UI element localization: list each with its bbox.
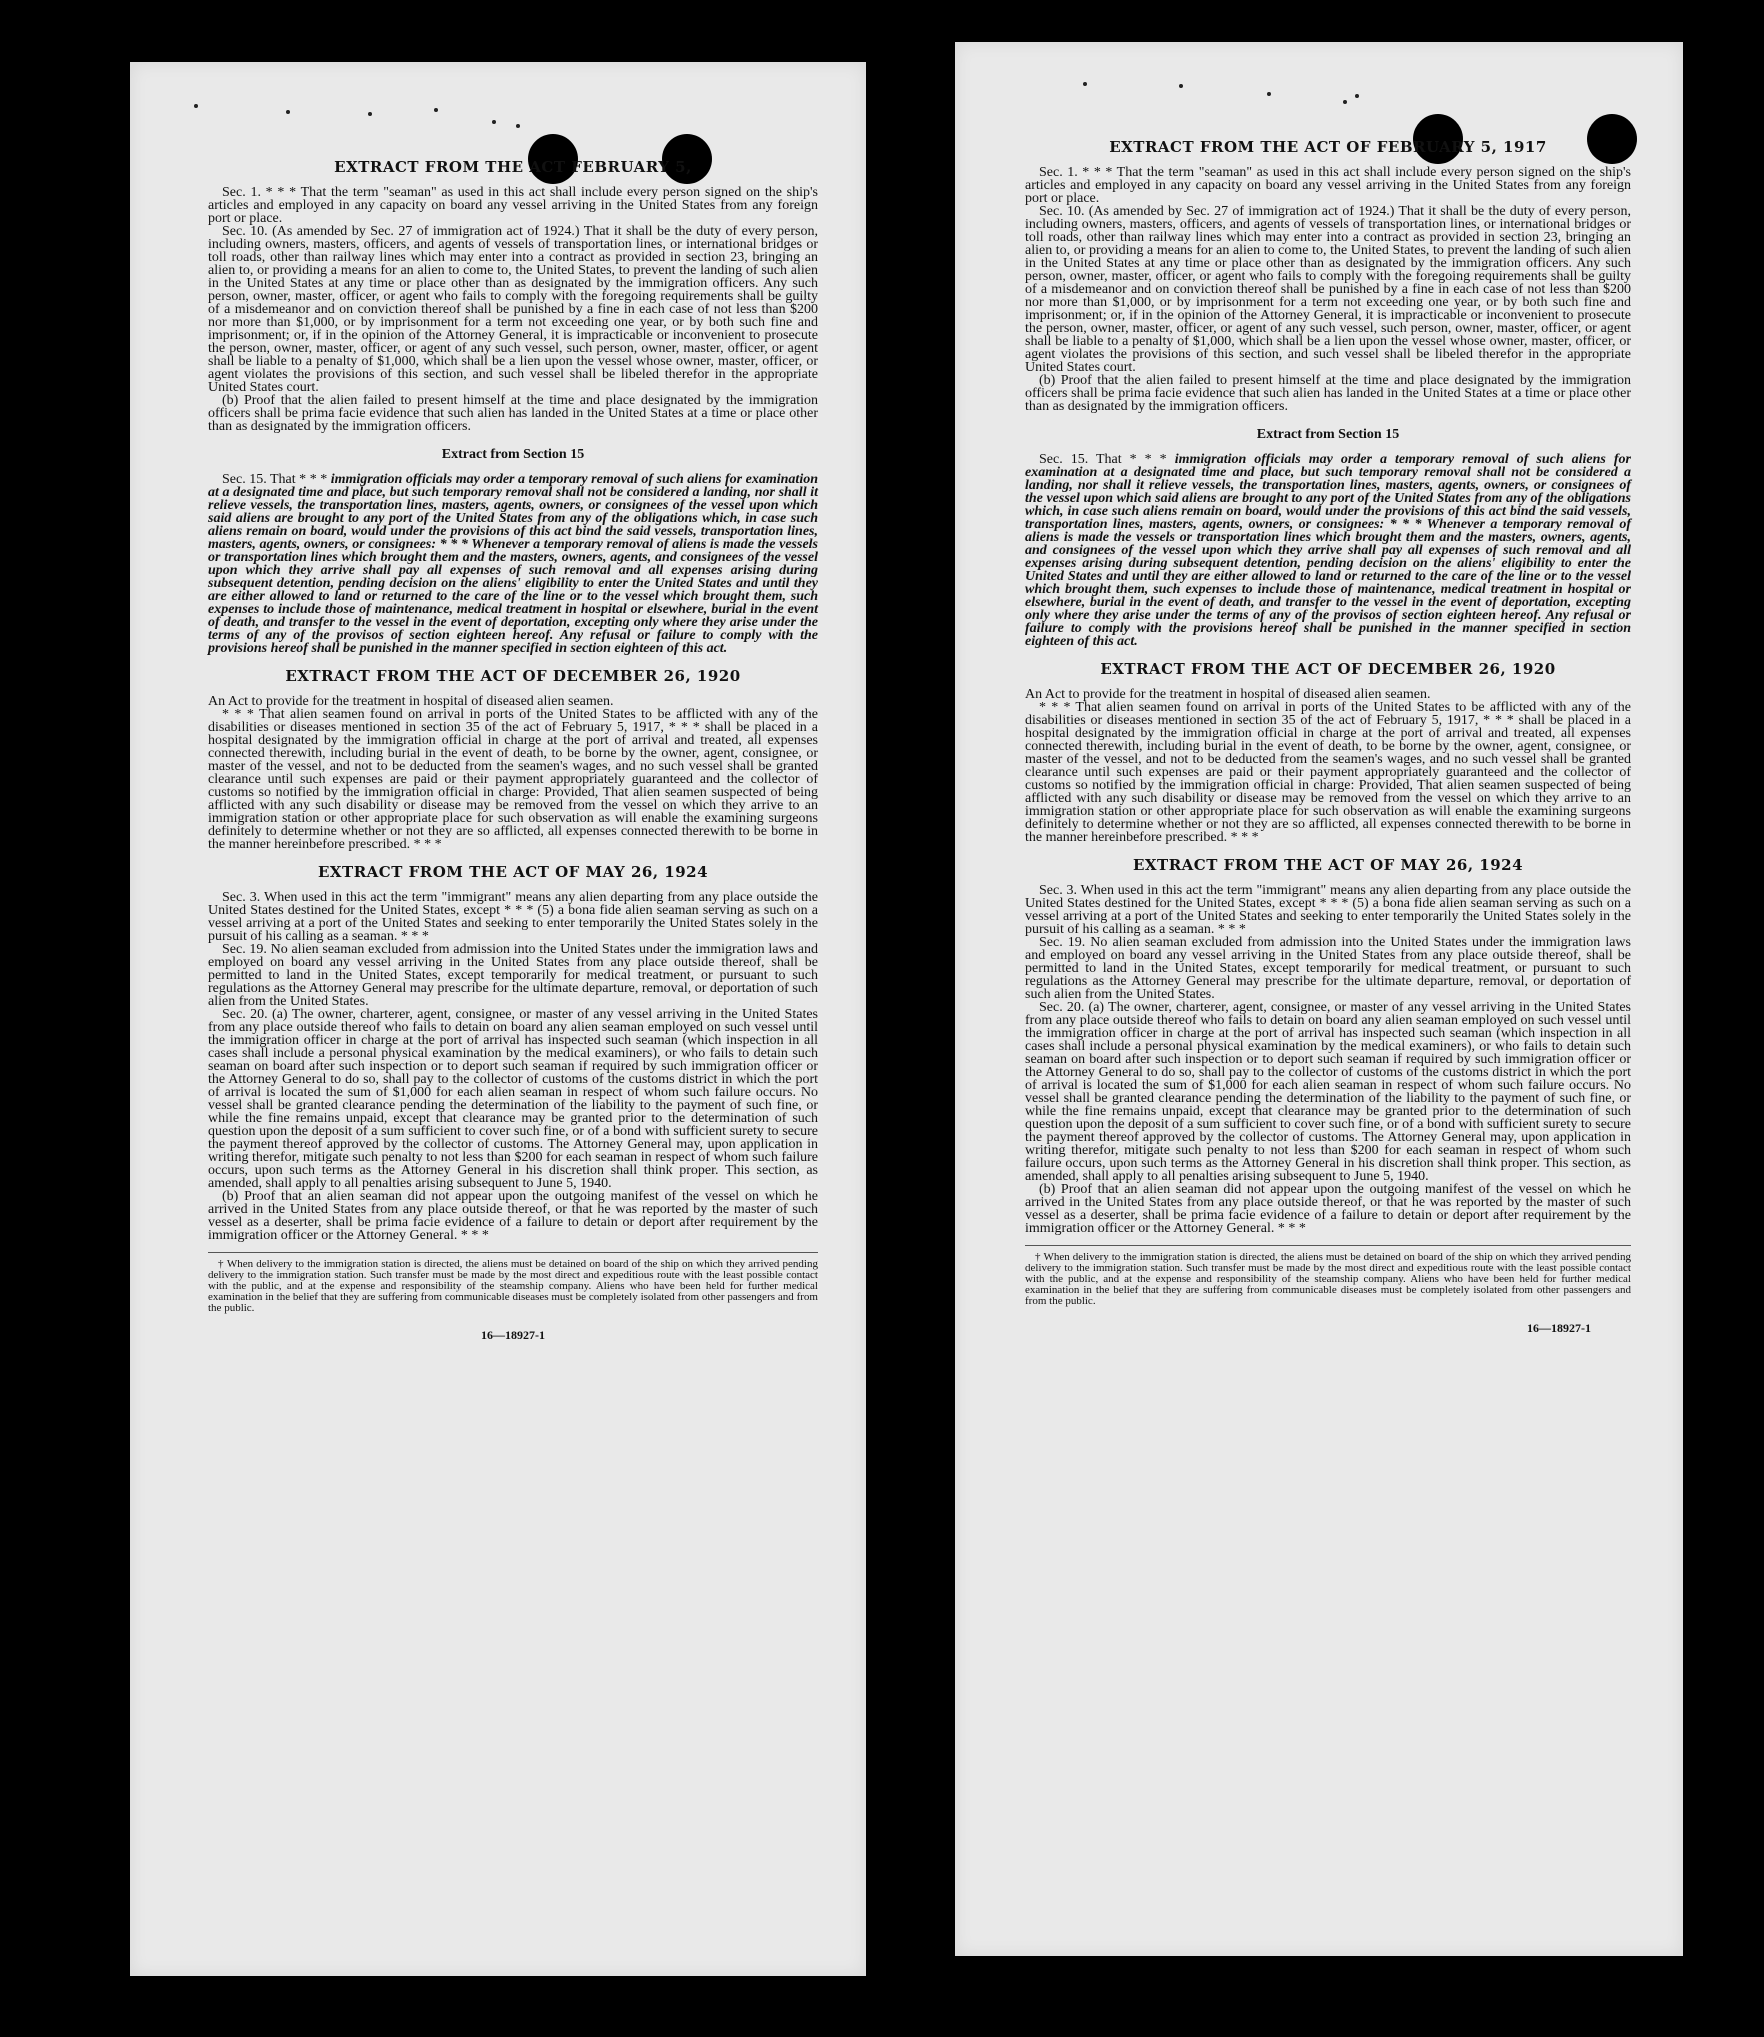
section-10-text: Sec. 10. (As amended by Sec. 27 of immigration act of 1924.) That it shall be the duty of every person, including owners, masters, officers, and agents of vessels of transportation lines, or international bridges or toll roads, other than railway lines which may enter into a contract as provided in section 23, bringing an alien to, or providing a means for an alien to come to, the United States, to prevent the landing of such alien in the United States at any time or place other than as designated by the immigration officers. Any such person, owner, master, officer, or agent who fails to comply with the foregoing requirements shall be guilty of a misdemeanor and on conviction thereof shall be punished by a fine in each case of not less than $200 nor more than $1,000, or by imprisonment for a term not exceeding one year, or by both such fine and imprisonment; or, if in the opinion of the Attorney General, it is impracticable or inconvenient to prosecute the person, owner, master, officer, or agent of any such vessel, such person, owner, master, officer, or agent shall be liable to a penalty of $1,000, which shall be a lien upon the vessel whose owner, master, officer, or agent violates the provisions of this section, and such vessel shall be libeled therefor in the appropriate United States court. — [1025, 204, 1631, 375]
heading-section-15: Extract from Section 15 — [441, 447, 585, 462]
heading-act-1924: EXTRACT FROM THE ACT OF MAY 26, 1924 — [1132, 856, 1524, 874]
section-10b-text: (b) Proof that the alien failed to present himself at the time and place designated by the immigration officers shall be prima facie evidence that such alien has landed in the United States at a time or place other than as designated by the immigration officers. — [1025, 373, 1631, 414]
heading-act-1924: EXTRACT FROM THE ACT OF MAY 26, 1924 — [317, 863, 709, 881]
footnote: † When delivery to the immigration station is directed, the aliens must be detained on board of the ship on which they arrived pending delivery to the immigration station. Such transfer must be made by the most direct and expeditious route with the least possible contact with the public, and at the expense and responsibility of the steamship company. Aliens who have been held for further medical examination in the belief that they are suffering from communicable diseases must be completely isolated from other passengers and from the public. — [208, 1258, 818, 1314]
section-20b-text: (b) Proof that an alien seaman did not appear upon the outgoing manifest of the vessel on which he arrived in the United States from any place outside thereof, or that he was reported by the master of such vessel as a deserter, shall be prima facie evidence of a failure to detain or deport after requirement by the immigration officer or the Attorney General. * * * — [1025, 1182, 1631, 1236]
heading-section-15: Extract from Section 15 — [1256, 427, 1400, 442]
document-page-right — [955, 42, 1683, 1956]
act-1920-text: * * * That alien seamen found on arrival in ports of the United States to be afflicted with any of the disabilities or diseases mentioned in section 35 of the act of February 5, 1917, * * * shall be placed in a hospital designated by the immigration official in charge at the port of arrival and treated, all expenses connected therewith, including burial in the event of death, to be borne by the owner, agent, consignee, or master of the vessel, and not to be deducted from the seamen's wages, and no such vessel shall be granted clearance until such expenses are paid or their payment appropriately guaranteed and the collector of customs so notified by the immigration official in charge: Provided, That alien seamen suspected of being afflicted with any such disability or disease may be removed from the vessel on which they arrive to an immigration station or other appropriate place for such observation as will enable the examining surgeons definitely to determine whether or not they are so afflicted, all expenses connected therewith to be borne in the manner hereinbefore prescribed. * * * — [1025, 700, 1631, 845]
section-20a-text: Sec. 20. (a) The owner, charterer, agent, consignee, or master of any vessel arriving in the United States from any place outside thereof who fails to detain on board any alien seaman employed on such vessel until the immigration officer in charge at the port of arrival has inspected such seaman (which inspection in all cases shall include a personal physical examination by the medical examiners), or who fails to detain such seaman on board after such inspection or to deport such seaman if required by such immigration officer or the Attorney General to do so, shall pay to the collector of customs of the customs district in which the port of arrival is located the sum of $1,000 for each alien seaman in respect of whom such failure occurs. No vessel shall be granted clearance pending the determination of the liability to the payment of such fine, or while the fine remains unpaid, except that clearance may be granted prior to the determination of such question upon the deposit of a sum sufficient to cover such fine, or of a bond with sufficient surety to secure the payment thereof approved by the collector of customs. The Attorney General may, upon application in writing therefor, mitigate such penalty to not less than $200 for each seaman in respect of whom such failure occurs, upon such terms as the Attorney General in his discretion shall think proper. This section, as amended, shall apply to all penalties arising subsequent to June 5, 1940. — [1025, 1000, 1631, 1184]
footnote-divider — [1025, 1245, 1631, 1246]
heading-act-1917: EXTRACT FROM THE ACT OF FEBRUARY 5, 1917 — [1109, 138, 1547, 156]
section-15-text: immigration officials may order a temporary removal of such aliens for examination at a designated time and place, but such temporary removal shall not be considered a landing, nor shall it relieve vessels, the transportation lines, masters, agents, owners, or consignees of the vessel upon which said aliens are brought to any port of the United States from any of the obligations which, in case such aliens remain on board, would under the provisions of this act bind the said vessels, transportation lines, masters, agents, owners, or consignees: * * * Whenever a temporary removal of aliens is made the vessels or transportation lines which brought them and the masters, owners, agents, and consignees of the vessel upon which they arrive shall pay all expenses of such removal and all expenses arising during subsequent detention, pending decision on the aliens' eligibility to enter the United States and until they are either allowed to land or returned to the care of the line or to the vessel which brought them, such expenses to include those of maintenance, medical treatment in hospital or elsewhere, burial in the event of death, and transfer to the vessel in the event of deportation, excepting only where they arise under the terms of any of the provisos of section eighteen hereof. Any refusal or failure to comply with the provisions hereof shall be punished in the manner specified in section eighteen of this act. — [208, 472, 818, 656]
section-20a-text: Sec. 20. (a) The owner, charterer, agent, consignee, or master of any vessel arriving in the United States from any place outside thereof who fails to detain on board any alien seaman employed on such vessel until the immigration officer in charge at the port of arrival has inspected such seaman (which inspection in all cases shall include a personal physical examination by the medical examiners), or who fails to detain such seaman on board after such inspection or to deport such seaman if required by such immigration officer or the Attorney General to do so, shall pay to the collector of customs of the customs district in which the port of arrival is located the sum of $1,000 for each alien seaman in respect of whom such failure occurs. No vessel shall be granted clearance pending the determination of the liability to the payment of such fine, or while the fine remains unpaid, except that clearance may be granted prior to the determination of such question upon the deposit of a sum sufficient to cover such fine, or of a bond with sufficient surety to secure the payment thereof approved by the collector of customs. The Attorney General may, upon application in writing therefor, mitigate such penalty to not less than $200 for each seaman in respect of whom such failure occurs, upon such terms as the Attorney General in his discretion shall think proper. This section, as amended, shall apply to all penalties arising subsequent to June 5, 1940. — [208, 1007, 818, 1191]
section-15-text: immigration officials may order a temporary removal of such aliens for examination at a designated time and place, but such temporary removal shall not be considered a landing, nor shall it relieve vessels, the transportation lines, masters, agents, owners, or consignees of the vessel upon which said aliens are brought to any port of the United States from any of the obligations which, in case such aliens remain on board, would under the provisions of this act bind the said vessels, transportation lines, masters, agents, owners, or consignees: * * * Whenever a temporary removal of aliens is made the vessels or transportation lines which brought them and the masters, owners, agents, and consignees of the vessel upon which they arrive shall pay all expenses of such removal and all expenses arising during subsequent detention, pending decision on the aliens' eligibility to enter the United States and until they are either allowed to land or returned to the care of the line or to the vessel which brought them, such expenses to include those of maintenance, medical treatment in hospital or elsewhere, burial in the event of death, and transfer to the vessel in the event of deportation, excepting only where they arise under the terms of any of the provisos of section eighteen hereof. Any refusal or failure to comply with the provisions hereof shall be punished in the manner specified in section eighteen of this act. — [1025, 452, 1632, 649]
footnote: † When delivery to the immigration station is directed, the aliens must be detained on board of the ship on which they arrived pending delivery to the immigration station. Such transfer must be made by the most direct and expeditious route with the least possible contact with the public, and at the expense and responsibility of the steamship company. Aliens who have been held for further medical examination in the belief that they are suffering from communicable diseases must be completely isolated from other passengers and from the public. — [1025, 1251, 1631, 1307]
form-code: 16—18927-1 — [481, 1328, 545, 1342]
footnote-divider — [208, 1252, 818, 1253]
act-1920-text: * * * That alien seamen found on arrival in ports of the United States to be afflicted with any of the disabilities or diseases mentioned in section 35 of the act of February 5, 1917, * * * shall be placed in a hospital designated by the immigration official in charge at the port of arrival and treated, all expenses connected therewith, including burial in the event of death, to be borne by the owner, agent, consignee, or master of the vessel, and not to be deducted from the seamen's wages, and no such vessel shall be granted clearance until such expenses are paid or their payment appropriately guaranteed and the collector of customs so notified by the immigration official in charge: Provided, That alien seamen suspected of being afflicted with any such disability or disease may be removed from the vessel on which they arrive to an immigration station or other appropriate place for such observation as will enable the examining surgeons definitely to determine whether or not they are so afflicted, all expenses connected therewith to be borne in the manner hereinbefore prescribed. * * * — [208, 707, 818, 852]
section-3-text: Sec. 3. When used in this act the term "immigrant" means any alien departing from any place outside the United States destined for the United States, except * * * (5) a bona fide alien seaman serving as such on a vessel arriving at a port of the United States and seeking to enter temporarily the United States solely in the pursuit of his calling as a seaman. * * * — [1025, 883, 1631, 937]
section-1-text: Sec. 1. * * * That the term "seaman" as used in this act shall include every person signed on the ship's articles and employed in any capacity on board any vessel arriving in the United States from any foreign port or place. — [208, 185, 818, 226]
section-15-lead: Sec. 15. That * * * — [1039, 452, 1167, 467]
heading-act-1920: EXTRACT FROM THE ACT OF DECEMBER 26, 1920 — [285, 667, 741, 685]
heading-act-1917: EXTRACT FROM THE ACT FEBRUARY 5, — [334, 158, 692, 176]
section-10b-text: (b) Proof that the alien failed to present himself at the time and place designated by the immigration officers shall be prima facie evidence that such alien has landed in the United States at a time or place other than as designated by the immigration officers. — [208, 393, 818, 434]
section-19-text: Sec. 19. No alien seaman excluded from admission into the United States under the immigration laws and employed on board any vessel arriving in the United States from any place outside thereof, shall be permitted to land in the United States, except temporarily for medical treatment, or pursuant to such regulations as the Attorney General may prescribe for the ultimate departure, removal, or deportation of such alien from the United States. — [1025, 935, 1631, 1002]
section-15-lead: Sec. 15. That * * * — [222, 472, 328, 487]
section-20b-text: (b) Proof that an alien seaman did not appear upon the outgoing manifest of the vessel on which he arrived in the United States from any place outside thereof, or that he was reported by the master of such vessel as a deserter, shall be prima facie evidence of a failure to detain or deport after requirement by the immigration officer or the Attorney General. * * * — [208, 1189, 818, 1243]
form-code: 16—18927-1 — [1527, 1321, 1591, 1335]
section-3-text: Sec. 3. When used in this act the term "immigrant" means any alien departing from any place outside the United States destined for the United States, except * * * (5) a bona fide alien seaman serving as such on a vessel arriving at a port of the United States and seeking to enter temporarily the United States solely in the pursuit of his calling as a seaman. * * * — [208, 890, 818, 944]
act-1920-title: An Act to provide for the treatment in hospital of diseased alien seamen. — [208, 694, 614, 709]
heading-act-1920: EXTRACT FROM THE ACT OF DECEMBER 26, 1920 — [1100, 660, 1556, 678]
document-page-left — [130, 62, 866, 1976]
section-10-text: Sec. 10. (As amended by Sec. 27 of immigration act of 1924.) That it shall be the duty of every person, including owners, masters, officers, and agents of vessels of transportation lines, or international bridges or toll roads, other than railway lines which may enter into a contract as provided in section 23, bringing an alien to, or providing a means for an alien to come to, the United States, to prevent the landing of such alien in the United States at any time or place other than as designated by the immigration officers. Any such person, owner, master, officer, or agent who fails to comply with the foregoing requirements shall be guilty of a misdemeanor and on conviction thereof shall be punished by a fine in each case of not less than $200 nor more than $1,000, or by imprisonment for a term not exceeding one year, or by both such fine and imprisonment; or, if in the opinion of the Attorney General, it is impracticable or inconvenient to prosecute the person, owner, master, officer, or agent of any such vessel, such person, owner, master, officer, or agent shall be liable to a penalty of $1,000, which shall be a lien upon the vessel whose owner, master, officer, or agent violates the provisions of this section, and such vessel shall be libeled therefor in the appropriate United States court. — [208, 224, 818, 395]
section-19-text: Sec. 19. No alien seaman excluded from admission into the United States under the immigration laws and employed on board any vessel arriving in the United States from any place outside thereof, shall be permitted to land in the United States, except temporarily for medical treatment, or pursuant to such regulations as the Attorney General may prescribe for the ultimate departure, removal, or deportation of such alien from the United States. — [208, 942, 818, 1009]
act-1920-title: An Act to provide for the treatment in hospital of diseased alien seamen. — [1025, 687, 1431, 702]
section-1-text: Sec. 1. * * * That the term "seaman" as used in this act shall include every person signed on the ship's articles and employed in any capacity on board any vessel arriving in the United States from any foreign port or place. — [1025, 165, 1631, 206]
